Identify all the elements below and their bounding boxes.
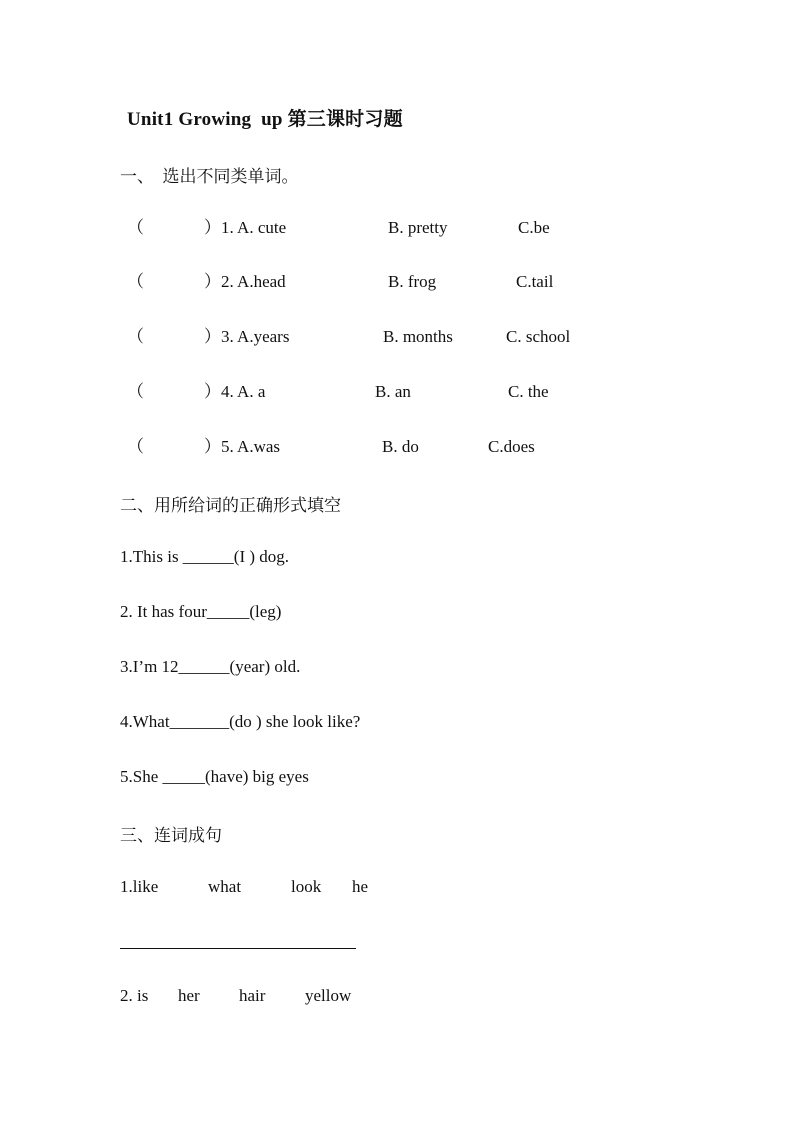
item-number-option-a: ）1. A. cute	[204, 218, 287, 237]
paren-open: （	[127, 218, 144, 237]
sentence2-word: her	[178, 986, 200, 1005]
section1-heading: 一、 选出不同类单词。	[120, 167, 299, 186]
worksheet-title: Unit1 Growing up 第三课时习题	[127, 109, 403, 130]
sentence1-word: 1.like	[120, 877, 159, 896]
sentence1-word: what	[208, 877, 242, 896]
paren-open: （	[127, 382, 144, 401]
fill-blank-item: 2. It has four_____(leg)	[120, 602, 282, 621]
sentence2-word: yellow	[305, 986, 352, 1005]
option-b: B. months	[383, 327, 453, 346]
sentence1-word: look	[291, 877, 322, 896]
paren-open: （	[127, 327, 144, 346]
option-b: B. frog	[388, 272, 437, 291]
fill-blank-item: 1.This is ______(I ) dog.	[120, 547, 290, 566]
item-number-option-a: ）2. A.head	[204, 272, 286, 291]
sentence1-word: he	[352, 877, 369, 896]
option-c: C.does	[488, 437, 535, 456]
option-c: C. the	[508, 382, 549, 401]
paren-open: （	[127, 437, 144, 456]
paren-open: （	[127, 272, 144, 291]
item-number-option-a: ）3. A.years	[204, 327, 290, 346]
fill-blank-item: 5.She _____(have) big eyes	[120, 767, 309, 786]
fill-blank-item: 4.What_______(do ) she look like?	[120, 712, 361, 731]
option-b: B. an	[375, 382, 411, 401]
option-c: C.tail	[516, 272, 554, 291]
fill-blank-item: 3.I’m 12______(year) old.	[120, 657, 301, 676]
item-number-option-a: ）4. A. a	[204, 382, 266, 401]
sentence2-word: 2. is	[120, 986, 149, 1005]
section2-heading: 二、用所给词的正确形式填空	[120, 496, 341, 515]
option-c: C. school	[506, 327, 571, 346]
item-number-option-a: ）5. A.was	[204, 437, 281, 456]
answer-line	[120, 948, 356, 949]
sentence2-word: hair	[239, 986, 266, 1005]
option-c: C.be	[518, 218, 550, 237]
option-b: B. pretty	[388, 218, 448, 237]
section3-heading: 三、连词成句	[120, 826, 222, 845]
option-b: B. do	[382, 437, 419, 456]
